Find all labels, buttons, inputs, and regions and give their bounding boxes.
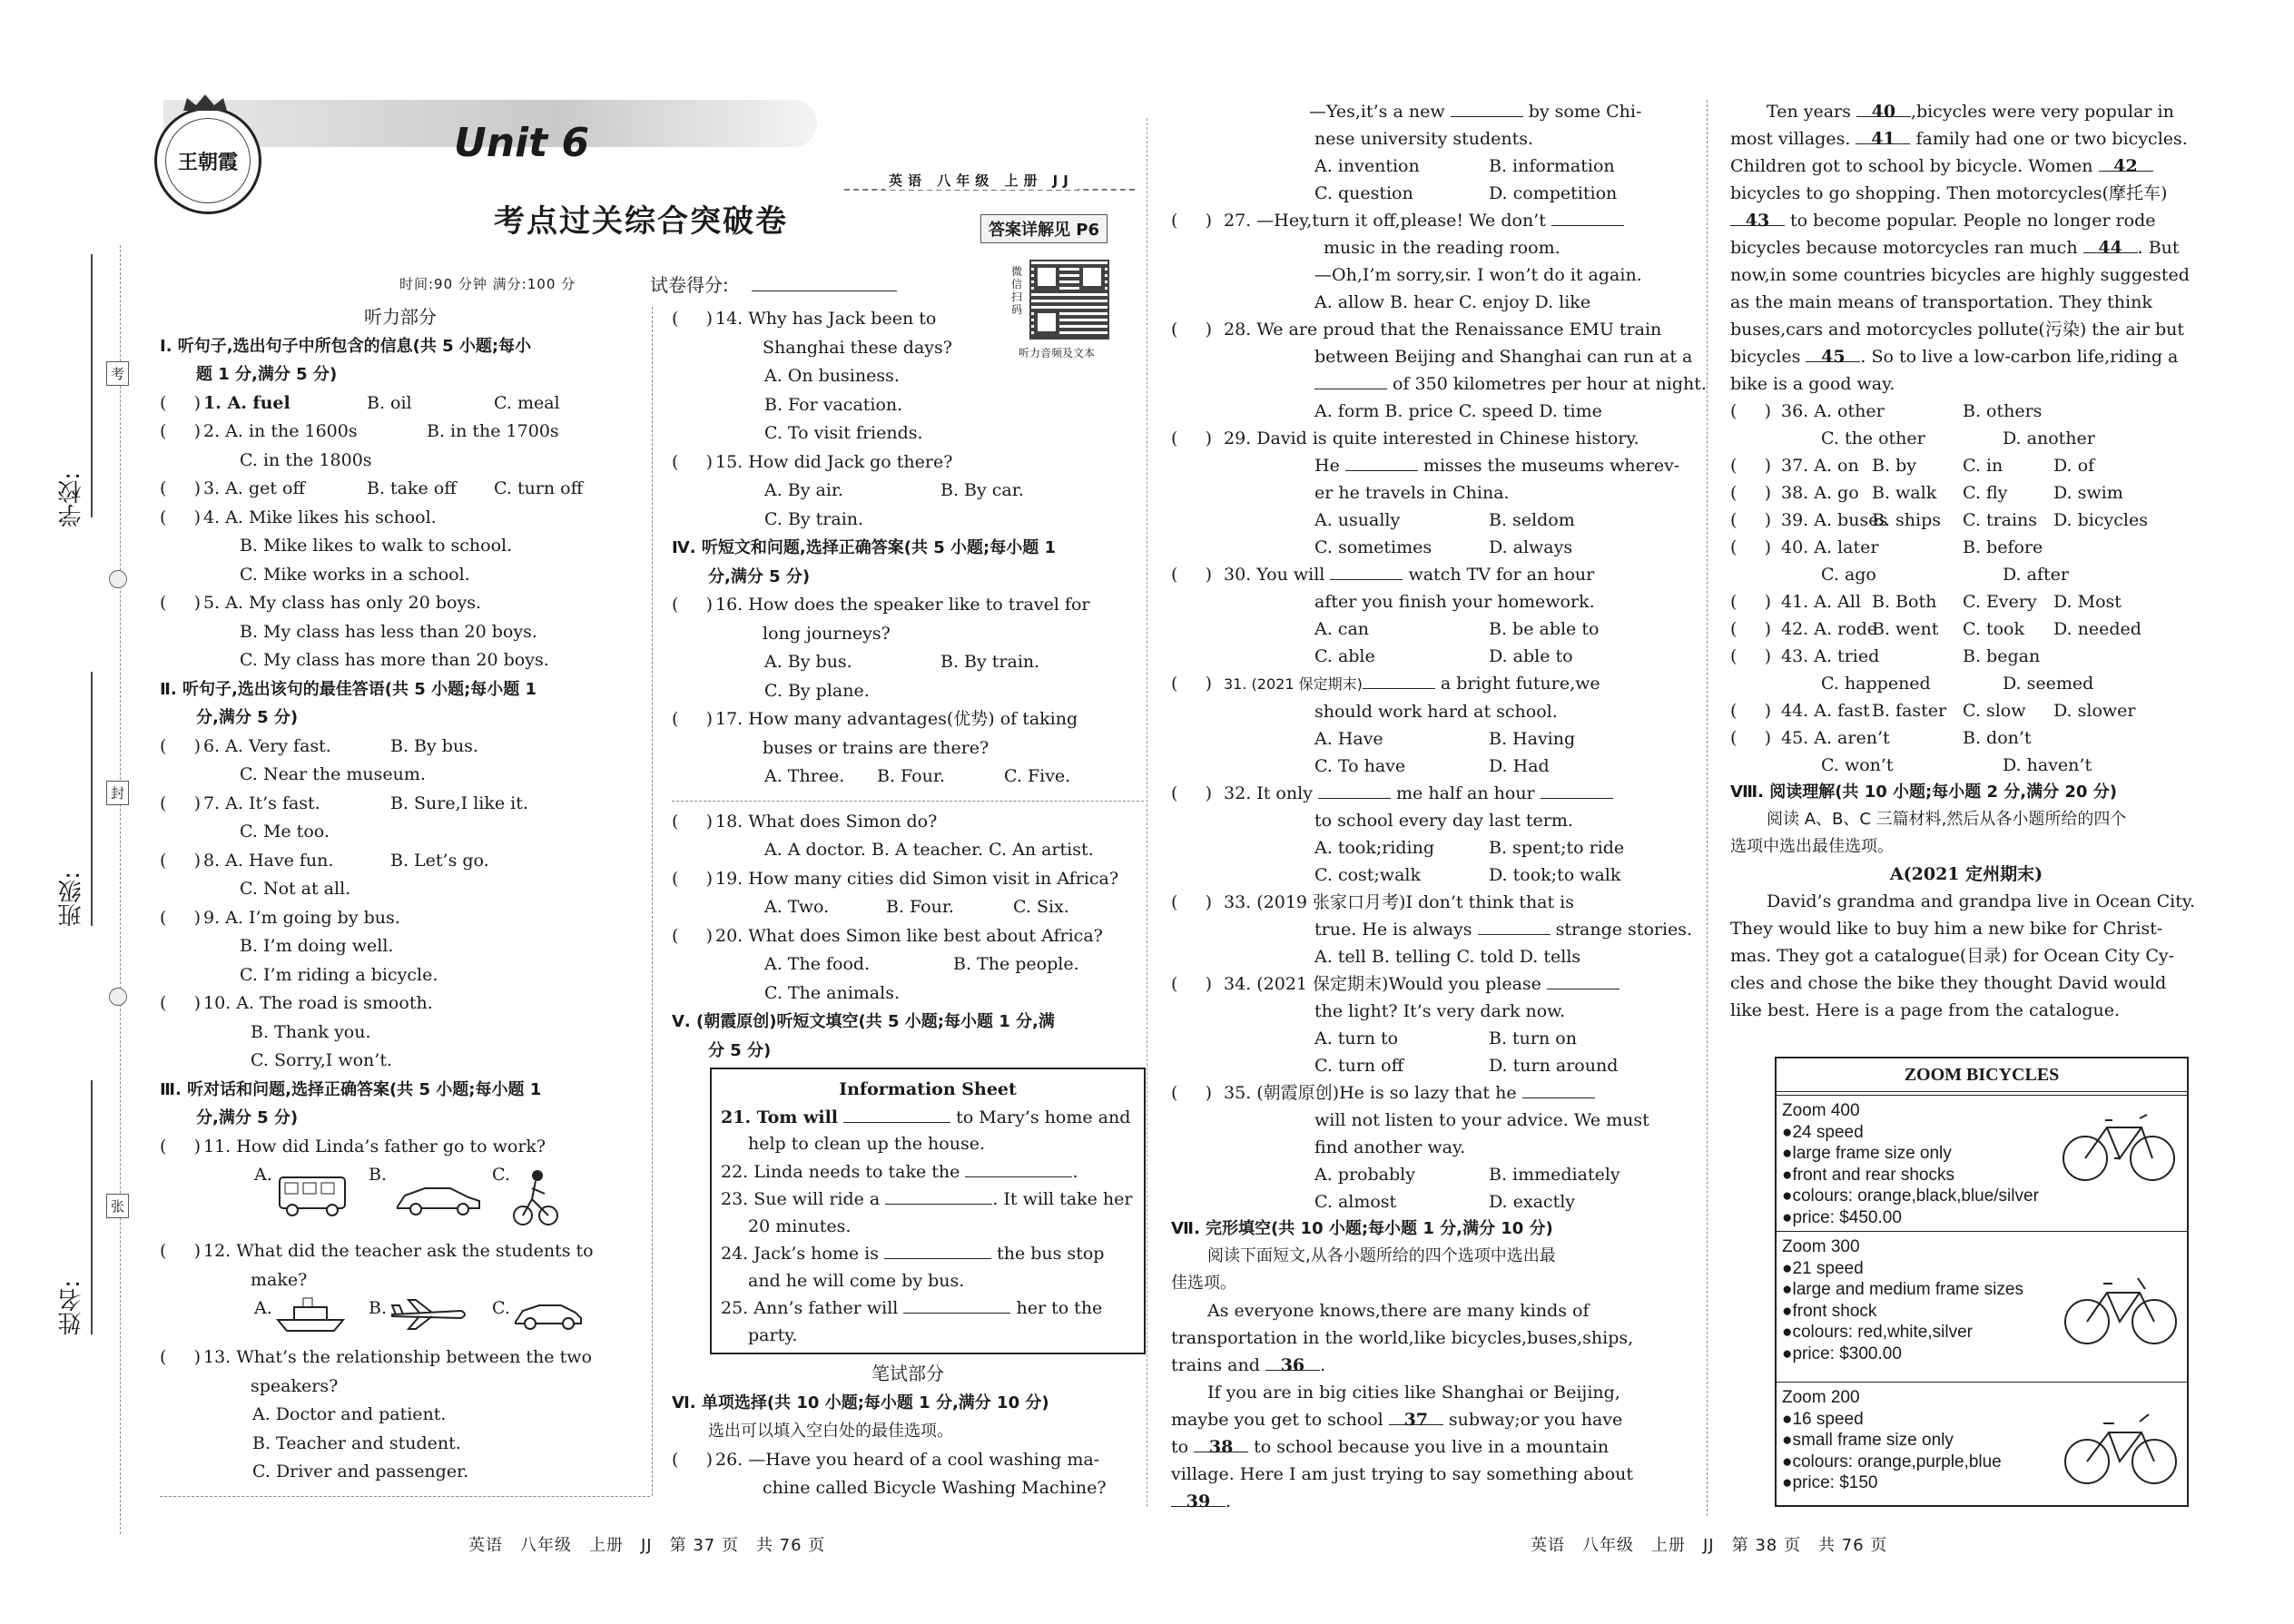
cloze-paragraph-line: bike is a good way.	[1730, 374, 1895, 394]
blank-21[interactable]	[843, 1104, 950, 1123]
question-13-option-a: A. Doctor and patient.	[252, 1404, 447, 1424]
info-item-24: 24. Jack’s home is the bus stop	[721, 1240, 1135, 1268]
cloze-option-40-cd: C. ago D. after	[1821, 565, 2069, 585]
answer-ref-badge: 答案详解见 P6	[980, 214, 1108, 243]
binding-hole-icon	[109, 988, 127, 1006]
question-32: ( ) 32. It only me half an hour	[1171, 780, 1693, 807]
blank-23[interactable]	[885, 1186, 992, 1205]
blank-38[interactable]: 38	[1194, 1433, 1248, 1452]
question-19: ( ) 19. How many cities did Simon visit in Africa?	[672, 868, 1119, 889]
question-2: ( ) 2. A. in the 1600s B. in the 1700s	[160, 421, 559, 441]
section-7-instruction-cont: 佳选项。	[1171, 1274, 1236, 1293]
question-28: ( ) 28. We are proud that the Renaissance EMU train	[1171, 320, 1662, 340]
blank-44[interactable]: 44	[2083, 234, 2138, 253]
bicycle-icon	[2060, 1106, 2178, 1188]
question-9: ( ) 9. A. I’m going by bus.	[160, 907, 400, 928]
section-5-heading-cont: 分 5 分)	[708, 1040, 772, 1060]
question-14-option-b: B. For vacation.	[764, 394, 903, 415]
question-30-options-cd: C. able D. able to	[1314, 646, 1573, 666]
question-17: ( ) 17. How many advantages(优势) of taking	[672, 709, 1078, 729]
question-9-option-b: B. I’m doing well.	[240, 936, 394, 956]
binding-line-name	[91, 1080, 93, 1334]
passage-a-title: A(2021 定州期末)	[1889, 864, 2043, 884]
cloze-option-43: ( ) 43. A. tried B. began	[1730, 646, 2041, 666]
logo-crown-icon	[180, 93, 231, 113]
question-27: ( ) 27. —Hey,turn it off,please! We don’t	[1171, 207, 1693, 234]
question-7-option-c: C. Me too.	[240, 822, 330, 842]
question-32-options-ab: A. took;riding B. spent;to ride	[1314, 838, 1625, 858]
info-item-22: 22. Linda needs to take the .	[721, 1158, 1135, 1186]
question-8: ( ) 8. A. Have fun. B. Let’s go.	[160, 850, 489, 871]
question-35-options-ab: A. probably B. immediately	[1314, 1165, 1620, 1185]
question-14-cont: Shanghai these days?	[763, 337, 952, 358]
question-15: ( ) 15. How did Jack go there?	[672, 451, 953, 472]
cloze-option-36: ( ) 36. A. other B. others	[1730, 401, 2043, 421]
school-label: 学校:	[58, 472, 85, 527]
question-26-reply-cont: nese university students.	[1314, 129, 1534, 149]
question-28-cont: between Beijing and Shanghai can run at a	[1314, 347, 1693, 367]
section-2-heading-cont: 分,满分 5 分)	[196, 708, 299, 727]
question-16: ( ) 16. How does the speaker like to travel for	[672, 595, 1090, 615]
question-15-option-c: C. By train.	[764, 508, 864, 529]
question-16-options: A. By bus. B. By train.	[764, 652, 1040, 672]
question-35-options-cd: C. almost D. exactly	[1314, 1192, 1576, 1212]
bicycle-icon	[2062, 1407, 2180, 1493]
question-6: ( ) 6. A. Very fast. B. By bus.	[160, 735, 478, 756]
question-13-cont: speakers?	[251, 1375, 339, 1396]
question-14-option-c: C. To visit friends.	[764, 423, 923, 443]
section-4-heading: Ⅳ. 听短文和问题,选择正确答案(共 5 小题;每小题 1	[672, 538, 1056, 557]
question-29: ( ) 29. David is quite interested in Chinese history.	[1171, 428, 1639, 448]
footer-left: 英语 八年级 上册 JJ 第 37 页 共 76 页	[468, 1536, 826, 1555]
question-27-options: A. allow B. hear C. enjoy D. like	[1314, 292, 1591, 312]
question-18-options: A. A doctor. B. A teacher. C. An artist.	[764, 840, 1094, 860]
passage-a-line: David’s grandma and grandpa live in Ocean City.	[1767, 891, 2196, 911]
ship-icon	[274, 1294, 347, 1344]
question-5-option-c: C. My class has more than 20 boys.	[240, 650, 549, 670]
column-2-bottom	[672, 1360, 1144, 1503]
cloze-paragraph-line: If you are in big cities like Shanghai or Beijing,	[1207, 1383, 1620, 1403]
score-input[interactable]	[752, 290, 897, 291]
seal-mark-zhang: 张	[106, 1194, 129, 1218]
info-item-25: 25. Ann’s father will her to the	[721, 1294, 1135, 1323]
question-7: ( ) 7. A. It’s fast. B. Sure,I like it.	[160, 792, 528, 813]
question-4: ( ) 4. A. Mike likes his school.	[160, 507, 437, 527]
column-1	[160, 303, 641, 1487]
column-3	[1171, 98, 1707, 1515]
question-16-cont: long journeys?	[763, 623, 891, 644]
info-item-23-cont: 20 minutes.	[748, 1216, 852, 1236]
unit-title: Unit 6	[454, 120, 590, 166]
writing-title: 笔试部分	[871, 1363, 944, 1384]
cloze-option-43-cd: C. happened D. seemed	[1821, 674, 2094, 694]
page-subtitle: 考点过关综合突破卷	[494, 203, 788, 240]
question-26: ( ) 26. —Have you heard of a cool washing ma-	[672, 1449, 1100, 1470]
passage-a-line: like best. Here is a page from the catalogue.	[1730, 1000, 2121, 1020]
question-15-options: A. By air. B. By car.	[764, 480, 1024, 500]
question-31-cont: should work hard at school.	[1314, 702, 1558, 722]
class-label: 班级:	[58, 871, 85, 927]
section-1-heading-cont: 题 1 分,满分 5 分)	[196, 365, 338, 384]
binding-line-class	[91, 672, 93, 926]
cloze-option-44: ( ) 44. A. fast B. faster C. slow D. slower	[1730, 701, 2136, 721]
question-30-options-ab: A. can B. be able to	[1314, 619, 1600, 639]
question-3: ( ) 3. A. get off B. take off C. turn off	[160, 478, 584, 498]
question-34-options-cd: C. turn off D. turn around	[1314, 1056, 1619, 1076]
seal-mark-kao: 考	[106, 361, 129, 386]
blank-40[interactable]: 40	[1856, 98, 1911, 117]
blank-25[interactable]	[903, 1294, 1010, 1314]
question-20: ( ) 20. What does Simon like best about Africa?	[672, 925, 1103, 946]
section-7-heading: Ⅶ. 完形填空(共 10 小题;每小题 1 分,满分 10 分)	[1171, 1219, 1553, 1238]
question-12-pictures: A. B. C.	[160, 1294, 641, 1343]
cloze-option-38: ( ) 38. A. go B. walk C. fly D. swim	[1730, 483, 2123, 503]
zoom-400-entry: Zoom 400 ●24 speed ●large frame size only ●front and rear shocks ●colours: orange,black,blue/silver ●price: $450.00	[1782, 1101, 2039, 1227]
cloze-option-41: ( ) 41. A. All B. Both C. Every D. Most	[1730, 592, 2122, 612]
cloze-paragraph-line: bicycles because motorcycles ran much 44 . But	[1730, 234, 2202, 261]
info-item-21: 21. Tom will to Mary’s home and	[721, 1104, 1135, 1132]
car-icon	[392, 1181, 483, 1227]
section-1-heading: Ⅰ. 听句子,选出句子中所包含的信息(共 5 小题;每小	[160, 336, 532, 356]
name-label: 姓名:	[58, 1280, 85, 1335]
blank-42[interactable]: 42	[2099, 153, 2153, 172]
question-2-option-c: C. in the 1800s	[240, 449, 372, 470]
brand-logo	[154, 107, 261, 214]
cloze-paragraph-line: now,in some countries bicycles are highly suggested	[1730, 265, 2190, 285]
question-17-cont: buses or trains are there?	[763, 737, 989, 758]
question-8-option-c: C. Not at all.	[240, 879, 351, 899]
time-info: 时间:90 分钟 满分:100 分	[399, 276, 576, 292]
passage-a-line: mas. They got a catalogue(目录) for Ocean City Cy-	[1730, 946, 2175, 966]
column-4	[1730, 98, 2202, 1024]
question-35-cont: will not listen to your advice. We must	[1314, 1110, 1649, 1130]
bicycle-icon	[2062, 1265, 2180, 1352]
question-4-option-b: B. Mike likes to walk to school.	[240, 536, 513, 556]
cloze-option-45-cd: C. won’t D. haven’t	[1821, 755, 2092, 775]
seal-mark-feng: 封	[106, 781, 129, 805]
question-12: ( ) 12. What did the teacher ask the students to	[160, 1241, 594, 1261]
question-6-option-c: C. Near the museum.	[240, 764, 426, 784]
cloze-paragraph-line: buses,cars and motorcycles pollute(污染) the air but	[1730, 320, 2184, 340]
cloze-paragraph-line: trains and 36 .	[1171, 1352, 1693, 1379]
section-7-instruction: 阅读下面短文,从各小题所给的四个选项中选出最	[1207, 1246, 1556, 1265]
question-33: ( ) 33. (2019 张家口月考)I don’t think that is	[1171, 892, 1575, 912]
question-10-option-c: C. Sorry,I won’t.	[251, 1050, 393, 1070]
blank-37[interactable]: 37	[1389, 1406, 1443, 1425]
question-35-cont2: find another way.	[1314, 1137, 1466, 1157]
question-34-options-ab: A. turn to B. turn on	[1314, 1029, 1577, 1048]
info-item-25-cont: party.	[748, 1324, 798, 1345]
column-divider	[652, 307, 653, 1496]
question-13: ( ) 13. What’s the relationship between the two	[160, 1347, 592, 1367]
section-5-heading: Ⅴ. (朝霞原创)听短文填空(共 5 小题;每小题 1 分,满	[672, 1012, 1055, 1031]
question-26-options-cd: C. question D. competition	[1314, 183, 1618, 203]
car-model-icon	[512, 1298, 585, 1341]
cloze-option-36-cd: C. the other D. another	[1821, 428, 2095, 448]
info-item-23: 23. Sue will ride a . It will take her	[721, 1186, 1135, 1214]
question-27-reply: —Oh,I’m sorry,sir. I won’t do it again.	[1314, 265, 1642, 285]
question-14-option-a: A. On business.	[764, 366, 900, 386]
question-5: ( ) 5. A. My class has only 20 boys.	[160, 593, 482, 613]
question-29-cont2: er he travels in China.	[1314, 483, 1510, 503]
cloze-option-42: ( ) 42. A. rodeB. went C. took D. needed	[1730, 619, 2141, 639]
question-10-option-b: B. Thank you.	[251, 1021, 371, 1042]
info-sheet-title: Information Sheet	[839, 1079, 1017, 1099]
question-20-options: A. The food. B. The people.	[764, 954, 1079, 974]
question-4-option-c: C. Mike works in a school.	[240, 564, 470, 585]
cloze-paragraph-line: most villages. 41 family had one or two bicycles.	[1730, 125, 2202, 153]
cloze-paragraph-line: as the main means of transportation. They think	[1730, 292, 2152, 312]
binding-line-school	[91, 254, 93, 517]
cloze-paragraph-line: transportation in the world,like bicycles,buses,ships,	[1171, 1328, 1634, 1348]
qr-caption: 听力音频及文本	[1019, 347, 1096, 359]
catalogue-title: ZOOM BICYCLES	[1904, 1065, 2060, 1085]
passage-a-line: They would like to buy him a new bike for Christ-	[1730, 919, 2163, 939]
question-27-cont: music in the reading room.	[1324, 238, 1561, 258]
question-32-cont: to school every day last term.	[1314, 811, 1573, 831]
question-16-option-c: C. By plane.	[764, 680, 870, 701]
question-26-reply: —Yes,it’s a new by some Chi-	[1171, 98, 1693, 125]
cloze-paragraph-line: Children got to school by bicycle. Women 42	[1730, 153, 2202, 180]
question-9-option-c: C. I’m riding a bicycle.	[240, 964, 438, 985]
cloze-paragraph-line: 43 to become popular. People no longer rode	[1730, 207, 2202, 234]
section-8-heading: Ⅷ. 阅读理解(共 10 小题;每小题 2 分,满分 20 分)	[1730, 782, 2117, 802]
cloze-paragraph-line: maybe you get to school 37 subway;or you have	[1171, 1406, 1693, 1433]
question-31: ( ) 31. (2021 保定期末) a bright future,we	[1171, 670, 1693, 698]
cloze-option-39: ( ) 39. A. busesB. ships C. trains D. bicycles	[1730, 510, 2148, 530]
bus-icon	[276, 1170, 349, 1227]
logo-text: 王朝霞	[177, 151, 238, 174]
cloze-paragraph-line: to 38 to school because you live in a mountain	[1171, 1433, 1693, 1461]
cloze-option-37: ( ) 37. A. on B. by C. in D. of	[1730, 456, 2095, 476]
question-28-options: A. form B. price C. speed D. time	[1314, 401, 1602, 421]
blank-36[interactable]: 36	[1265, 1352, 1320, 1371]
section-6-instruction: 选出可以填入空白处的最佳选项。	[708, 1422, 953, 1441]
question-29-cont: He misses the museums wherev-	[1171, 452, 1693, 479]
cloze-paragraph-line: 39 .	[1171, 1488, 1693, 1515]
question-34: ( ) 34. (2021 保定期末)Would you please	[1171, 970, 1693, 998]
cloze-paragraph-line: Ten years 40 ,bicycles were very popular in	[1730, 98, 2202, 125]
question-17-options: A. Three. B. Four. C. Five.	[764, 766, 1071, 786]
cloze-option-40: ( ) 40. A. later B. before	[1730, 537, 2043, 557]
question-26-cont: chine called Bicycle Washing Machine?	[763, 1478, 1107, 1498]
question-12-cont: make?	[251, 1269, 308, 1290]
column-2	[672, 305, 1144, 1065]
cloze-paragraph-line: As everyone knows,there are many kinds of	[1207, 1301, 1590, 1321]
question-30: ( ) 30. You will watch TV for an hour	[1171, 561, 1693, 588]
question-19-options: A. Two. B. Four. C. Six.	[764, 897, 1069, 917]
section-2-heading: Ⅱ. 听句子,选出该句的最佳答语(共 5 小题;每小题 1	[160, 679, 537, 699]
question-31-options-cd: C. To have D. Had	[1314, 756, 1550, 776]
question-11: ( ) 11. How did Linda’s father go to work?	[160, 1136, 546, 1156]
section-3-heading-cont: 分,满分 5 分)	[196, 1108, 299, 1127]
section-8-instruction-cont: 选项中选出最佳选项。	[1730, 837, 1894, 856]
question-11-pictures: A. B. C.	[160, 1161, 641, 1237]
question-13-option-c: C. Driver and passenger.	[252, 1462, 469, 1481]
binding-dashed-line	[120, 245, 121, 1534]
question-31-options-ab: A. Have B. Having	[1314, 729, 1576, 749]
question-33-options: A. tell B. telling C. told D. tells	[1314, 947, 1581, 967]
question-28-cont2: of 350 kilometres per hour at night.	[1171, 370, 1693, 398]
question-5-option-b: B. My class has less than 20 boys.	[240, 621, 537, 642]
question-29-options-ab: A. usually B. seldom	[1314, 510, 1575, 530]
qr-side-caption: 微信扫码	[1011, 265, 1023, 316]
blank-43[interactable]: 43	[1730, 207, 1785, 226]
section-divider	[160, 1496, 650, 1497]
passage-a-line: cles and chose the bike they thought David would	[1730, 973, 2167, 993]
section-3-heading: Ⅲ. 听对话和问题,选择正确答案(共 5 小题;每小题 1	[160, 1079, 542, 1099]
blank-39[interactable]: 39	[1171, 1488, 1226, 1507]
score-label: 试卷得分:	[650, 274, 729, 296]
cloze-option-45: ( ) 45. A. aren’t B. don’t	[1730, 728, 2032, 748]
cyclist-icon	[512, 1166, 559, 1238]
cloze-paragraph-line: village. Here I am just trying to say something about	[1171, 1464, 1634, 1484]
question-13-option-b: B. Teacher and student.	[252, 1432, 461, 1453]
question-26-options-ab: A. invention B. information	[1314, 156, 1615, 176]
question-34-cont: the light? It’s very dark now.	[1314, 1001, 1566, 1021]
question-18: ( ) 18. What does Simon do?	[672, 811, 938, 832]
question-32-options-cd: C. cost;walk D. took;to walk	[1314, 865, 1621, 885]
blank-22[interactable]	[965, 1158, 1072, 1177]
question-33-cont: true. He is always strange stories.	[1171, 916, 1693, 943]
column-divider	[1707, 100, 1708, 1516]
zoom-300-entry: Zoom 300 ●21 speed ●large and medium frame sizes ●front shock ●colours: red,white,silver ●price: $300.00	[1782, 1237, 2023, 1363]
section-6-heading: Ⅵ. 单项选择(共 10 小题;每小题 1 分,满分 10 分)	[672, 1393, 1049, 1412]
blank-41[interactable]: 41	[1856, 125, 1910, 144]
cloze-paragraph-line: bicycles 45 . So to live a low-carbon life,riding a	[1730, 343, 2202, 370]
binding-hole-icon	[109, 570, 127, 588]
question-20-option-c: C. The animals.	[764, 982, 900, 1003]
plane-icon	[389, 1298, 470, 1341]
blank-24[interactable]	[884, 1240, 991, 1259]
question-29-options-cd: C. sometimes D. always	[1314, 537, 1573, 557]
footer-right: 英语 八年级 上册 JJ 第 38 页 共 76 页	[1531, 1536, 1888, 1555]
blank-45[interactable]: 45	[1806, 343, 1860, 362]
info-item-21-cont: help to clean up the house.	[748, 1134, 985, 1154]
section-8-instruction: 阅读 A、B、C 三篇材料,然后从各小题所给的四个	[1767, 810, 2127, 829]
question-30-cont: after you finish your homework.	[1314, 592, 1595, 612]
question-35: ( ) 35. (朝霞原创)He is so lazy that he	[1171, 1079, 1693, 1107]
section-4-heading-cont: 分,满分 5 分)	[708, 566, 811, 586]
cloze-paragraph-line: bicycles to go shopping. Then motorcycles(摩托车)	[1730, 183, 2168, 203]
zoom-bicycles-catalogue	[1775, 1057, 2189, 1507]
info-item-24-cont: and he will come by bus.	[748, 1270, 965, 1291]
information-sheet	[710, 1068, 1146, 1354]
question-10: ( ) 10. A. The road is smooth.	[160, 993, 433, 1013]
listening-title: 听力部分	[364, 306, 437, 328]
question-1: ( ) 1. A. fuel B. oil C. meal	[160, 392, 560, 413]
subject-tag: 英语 八年级 上册 JJ	[885, 171, 1078, 190]
question-14: ( ) 14. Why has Jack been to	[672, 309, 937, 329]
zoom-200-entry: Zoom 200 ●16 speed ●small frame size only ●colours: orange,purple,blue ●price: $150	[1782, 1388, 2002, 1492]
